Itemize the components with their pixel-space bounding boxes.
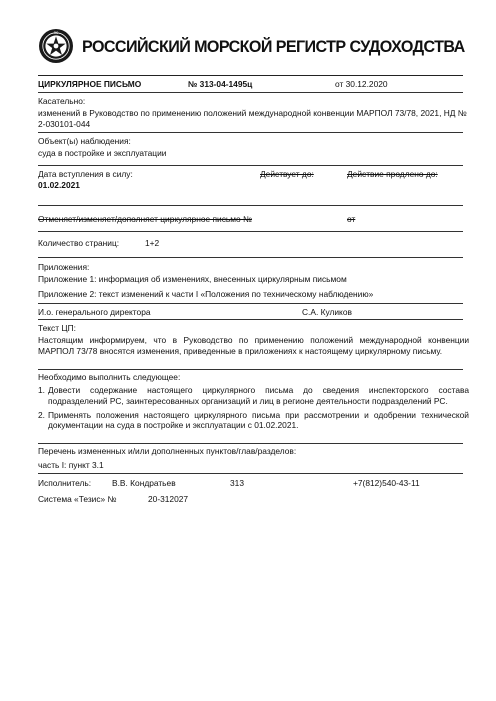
signatory-name: С.А. Куликов (302, 307, 352, 317)
rs-register-emblem-icon (38, 31, 74, 68)
subject-text: изменений в Руководство по применению положений международной конвенции МАРПОЛ 73/78, 2021, НД № 2-030101-044 (38, 108, 467, 129)
changes-text: часть I: пункт 3.1 (38, 460, 104, 470)
divider (38, 319, 463, 320)
list-item (38, 410, 469, 432)
body-text: Настоящим информируем, что в Руководство по применению положений международной конвенции МАРПОЛ 73/78 вносятся изменения, приведенные в приложениях к настоящему циркулярному письму. (38, 335, 469, 356)
divider (38, 205, 463, 206)
divider (38, 369, 463, 370)
list-item-number: 1. (38, 385, 45, 395)
valid-until-label: Действует до: (260, 169, 314, 179)
system-value: 20-312027 (148, 494, 189, 504)
effective-date-value: 01.02.2021 (38, 180, 80, 190)
cancels-label: Отменяет/изменяет/дополняет циркулярное письмо № (38, 214, 252, 224)
divider (38, 231, 463, 232)
subject-label: Касательно: (38, 96, 86, 106)
divider (38, 303, 463, 304)
changes-label: Перечень измененных и/или дополненных пунктов/глав/разделов: (38, 446, 297, 456)
letter-type: ЦИРКУЛЯРНОЕ ПИСЬМО (38, 79, 142, 89)
register-logo (38, 28, 74, 64)
objects-label: Объект(ы) наблюдения: (38, 136, 131, 146)
body-label: Текст ЦП: (38, 323, 76, 333)
divider (38, 257, 463, 258)
list-item-number: 2. (38, 409, 45, 420)
system-label: Система «Тезис» № (38, 494, 117, 504)
organization-title: РОССИЙСКИЙ МОРСКОЙ РЕГИСТР СУДОХОДСТВА (82, 37, 465, 56)
list-item-text: Довести содержание настоящего циркулярного письма до сведения инспекторского состава подразделений РС, заинтересованных организаций и лиц в регионе деятельности подразделений РС. (48, 385, 469, 406)
extended-until-label: Действие продлено до: (347, 169, 438, 179)
divider (38, 92, 463, 93)
attachments-label: Приложения: (38, 262, 90, 272)
signatory-position: И.о. генерального директора (38, 307, 151, 317)
objects-text: суда в постройке и эксплуатации (38, 148, 167, 158)
divider (38, 165, 463, 166)
executor-label: Исполнитель: (38, 478, 92, 488)
attachment-item: Приложение 1: информация об изменениях, внесенных циркулярным письмом (38, 274, 347, 284)
attachment-item: Приложение 2: текст изменений к части I «Положения по техническому наблюдению» (38, 289, 374, 299)
executor-name: В.В. Кондратьев (112, 478, 176, 488)
svg-text:RS: RS (53, 31, 59, 36)
effective-date-label: Дата вступления в силу: (38, 169, 133, 179)
letter-number: № 313-04-1495ц (188, 79, 253, 89)
divider (38, 473, 463, 474)
page-count-value: 1+2 (145, 238, 160, 248)
actions-list (38, 385, 469, 434)
executor-code: 313 (230, 478, 244, 488)
divider (38, 132, 463, 133)
cancels-from-label: от (347, 214, 356, 224)
header-divider (38, 75, 463, 76)
list-item-text: Применять положения настоящего циркулярного письма при рассмотрении и одобрении технической документации на суда в постройке и эксплуатации с 01.02.2021. (48, 409, 469, 431)
executor-phone: +7(812)540-43-11 (353, 478, 420, 488)
letter-date: от 30.12.2020 (335, 79, 388, 89)
actions-label: Необходимо выполнить следующее: (38, 372, 181, 382)
list-item (38, 385, 469, 407)
page-count-label: Количество страниц: (38, 238, 120, 248)
divider (38, 443, 463, 444)
